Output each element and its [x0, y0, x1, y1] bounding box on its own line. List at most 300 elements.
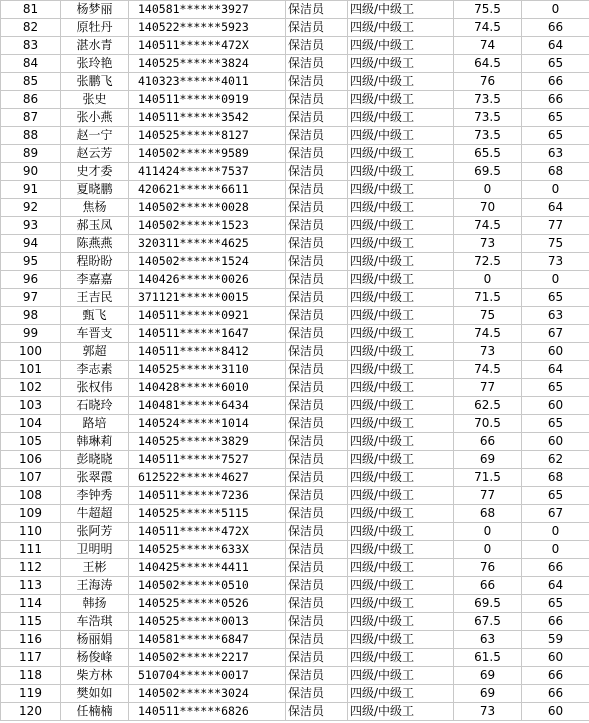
name-cell[interactable]: 赵一宁: [61, 127, 129, 145]
id-number-cell[interactable]: 510704******0017: [129, 667, 286, 685]
level-cell[interactable]: 四级/中级工: [348, 541, 454, 559]
level-cell[interactable]: 四级/中级工: [348, 73, 454, 91]
job-cell[interactable]: 保洁员: [286, 559, 348, 577]
score2-cell[interactable]: 0: [522, 523, 589, 541]
score2-cell[interactable]: 65: [522, 379, 589, 397]
score1-cell[interactable]: 65.5: [454, 145, 522, 163]
score1-cell[interactable]: 72.5: [454, 253, 522, 271]
job-cell[interactable]: 保洁员: [286, 505, 348, 523]
score1-cell[interactable]: 71.5: [454, 289, 522, 307]
score1-cell[interactable]: 73.5: [454, 109, 522, 127]
job-cell[interactable]: 保洁员: [286, 127, 348, 145]
row-number-cell[interactable]: 94: [1, 235, 61, 253]
score1-cell[interactable]: 74: [454, 37, 522, 55]
id-number-cell[interactable]: 140525******0526: [129, 595, 286, 613]
job-cell[interactable]: 保洁员: [286, 181, 348, 199]
name-cell[interactable]: 韩扬: [61, 595, 129, 613]
row-number-cell[interactable]: 109: [1, 505, 61, 523]
level-cell[interactable]: 四级/中级工: [348, 343, 454, 361]
table-row: [1, 163, 589, 181]
score1-cell[interactable]: 69.5: [454, 595, 522, 613]
score1-cell[interactable]: 69.5: [454, 163, 522, 181]
job-cell[interactable]: 保洁员: [286, 451, 348, 469]
row-number-cell[interactable]: 108: [1, 487, 61, 505]
job-cell[interactable]: 保洁员: [286, 397, 348, 415]
table-row: [1, 19, 589, 37]
level-cell[interactable]: 四级/中级工: [348, 217, 454, 235]
row-number-cell[interactable]: 82: [1, 19, 61, 37]
score2-cell[interactable]: 64: [522, 577, 589, 595]
job-cell[interactable]: 保洁员: [286, 379, 348, 397]
score2-cell[interactable]: 60: [522, 397, 589, 415]
name-cell[interactable]: 石晓玲: [61, 397, 129, 415]
score2-cell[interactable]: 67: [522, 325, 589, 343]
id-number-cell[interactable]: 140511******7236: [129, 487, 286, 505]
row-number-cell[interactable]: 102: [1, 379, 61, 397]
level-cell[interactable]: 四级/中级工: [348, 289, 454, 307]
name-cell[interactable]: 杨俊峰: [61, 649, 129, 667]
level-cell[interactable]: 四级/中级工: [348, 433, 454, 451]
score2-cell[interactable]: 0: [522, 271, 589, 289]
name-cell[interactable]: 史才委: [61, 163, 129, 181]
level-cell[interactable]: 四级/中级工: [348, 181, 454, 199]
job-cell[interactable]: 保洁员: [286, 541, 348, 559]
row-number-cell[interactable]: 86: [1, 91, 61, 109]
table-row: [1, 559, 589, 577]
table-row: [1, 577, 589, 595]
level-cell[interactable]: 四级/中级工: [348, 523, 454, 541]
level-cell[interactable]: 四级/中级工: [348, 325, 454, 343]
id-number-cell[interactable]: 140525******3829: [129, 433, 286, 451]
table-row: [1, 649, 589, 667]
score1-cell[interactable]: 67.5: [454, 613, 522, 631]
score2-cell[interactable]: 75: [522, 235, 589, 253]
score2-cell[interactable]: 60: [522, 703, 589, 721]
id-number-cell[interactable]: 140502******3024: [129, 685, 286, 703]
score1-cell[interactable]: 64.5: [454, 55, 522, 73]
score1-cell[interactable]: 71.5: [454, 469, 522, 487]
score2-cell[interactable]: 63: [522, 145, 589, 163]
score1-cell[interactable]: 70.5: [454, 415, 522, 433]
id-number-cell[interactable]: 140511******472X: [129, 523, 286, 541]
score1-cell[interactable]: 75.5: [454, 1, 522, 19]
job-cell[interactable]: 保洁员: [286, 343, 348, 361]
row-number-cell[interactable]: 97: [1, 289, 61, 307]
score1-cell[interactable]: 74.5: [454, 361, 522, 379]
table-row: [1, 451, 589, 469]
level-cell[interactable]: 四级/中级工: [348, 667, 454, 685]
level-cell[interactable]: 四级/中级工: [348, 379, 454, 397]
row-number-cell[interactable]: 103: [1, 397, 61, 415]
table-row: [1, 289, 589, 307]
score2-cell[interactable]: 77: [522, 217, 589, 235]
score2-cell[interactable]: 65: [522, 55, 589, 73]
job-cell[interactable]: 保洁员: [286, 37, 348, 55]
level-cell[interactable]: 四级/中级工: [348, 577, 454, 595]
table-row: [1, 307, 589, 325]
job-cell[interactable]: 保洁员: [286, 91, 348, 109]
level-cell[interactable]: 四级/中级工: [348, 559, 454, 577]
level-cell[interactable]: 四级/中级工: [348, 631, 454, 649]
score1-cell[interactable]: 0: [454, 181, 522, 199]
score2-cell[interactable]: 66: [522, 613, 589, 631]
level-cell[interactable]: 四级/中级工: [348, 271, 454, 289]
job-cell[interactable]: 保洁员: [286, 703, 348, 721]
job-cell[interactable]: 保洁员: [286, 433, 348, 451]
job-cell[interactable]: 保洁员: [286, 325, 348, 343]
score1-cell[interactable]: 74.5: [454, 217, 522, 235]
score1-cell[interactable]: 61.5: [454, 649, 522, 667]
level-cell[interactable]: 四级/中级工: [348, 703, 454, 721]
table-row: [1, 505, 589, 523]
row-number-cell[interactable]: 118: [1, 667, 61, 685]
score2-cell[interactable]: 0: [522, 1, 589, 19]
id-number-cell[interactable]: 140502******0028: [129, 199, 286, 217]
score2-cell[interactable]: 73: [522, 253, 589, 271]
score1-cell[interactable]: 77: [454, 487, 522, 505]
name-cell[interactable]: 彭晓晓: [61, 451, 129, 469]
name-cell[interactable]: 任楠楠: [61, 703, 129, 721]
id-number-cell[interactable]: 140425******4411: [129, 559, 286, 577]
level-cell[interactable]: 四级/中级工: [348, 253, 454, 271]
row-number-cell[interactable]: 105: [1, 433, 61, 451]
name-cell[interactable]: 韩琳莉: [61, 433, 129, 451]
table-row: [1, 145, 589, 163]
id-number-cell[interactable]: 140522******5923: [129, 19, 286, 37]
id-number-cell[interactable]: 140511******1647: [129, 325, 286, 343]
score1-cell[interactable]: 62.5: [454, 397, 522, 415]
table-row: [1, 109, 589, 127]
table-row: [1, 631, 589, 649]
score2-cell[interactable]: 60: [522, 649, 589, 667]
id-number-cell[interactable]: 140511******0919: [129, 91, 286, 109]
score1-cell[interactable]: 76: [454, 73, 522, 91]
name-cell[interactable]: 王彬: [61, 559, 129, 577]
job-cell[interactable]: 保洁员: [286, 145, 348, 163]
row-number-cell[interactable]: 101: [1, 361, 61, 379]
level-cell[interactable]: 四级/中级工: [348, 1, 454, 19]
job-cell[interactable]: 保洁员: [286, 523, 348, 541]
name-cell[interactable]: 张玲艳: [61, 55, 129, 73]
row-number-cell[interactable]: 114: [1, 595, 61, 613]
score2-cell[interactable]: 64: [522, 37, 589, 55]
score2-cell[interactable]: 62: [522, 451, 589, 469]
job-cell[interactable]: 保洁员: [286, 217, 348, 235]
score2-cell[interactable]: 63: [522, 307, 589, 325]
job-cell[interactable]: 保洁员: [286, 163, 348, 181]
score1-cell[interactable]: 75: [454, 307, 522, 325]
id-number-cell[interactable]: 140581******3927: [129, 1, 286, 19]
job-cell[interactable]: 保洁员: [286, 253, 348, 271]
score1-cell[interactable]: 76: [454, 559, 522, 577]
id-number-cell[interactable]: 140525******3110: [129, 361, 286, 379]
job-cell[interactable]: 保洁员: [286, 109, 348, 127]
score2-cell[interactable]: 66: [522, 559, 589, 577]
score1-cell[interactable]: 73.5: [454, 127, 522, 145]
table-row: [1, 469, 589, 487]
score1-cell[interactable]: 69: [454, 667, 522, 685]
row-number-cell[interactable]: 119: [1, 685, 61, 703]
id-number-cell[interactable]: 140502******1523: [129, 217, 286, 235]
name-cell[interactable]: 张阿芳: [61, 523, 129, 541]
row-number-cell[interactable]: 112: [1, 559, 61, 577]
level-cell[interactable]: 四级/中级工: [348, 469, 454, 487]
id-number-cell[interactable]: 140525******8127: [129, 127, 286, 145]
name-cell[interactable]: 陈燕燕: [61, 235, 129, 253]
score2-cell[interactable]: 65: [522, 289, 589, 307]
name-cell[interactable]: 张小燕: [61, 109, 129, 127]
name-cell[interactable]: 樊如如: [61, 685, 129, 703]
job-cell[interactable]: 保洁员: [286, 289, 348, 307]
job-cell[interactable]: 保洁员: [286, 487, 348, 505]
id-number-cell[interactable]: 140502******0510: [129, 577, 286, 595]
score2-cell[interactable]: 66: [522, 19, 589, 37]
table-row: [1, 487, 589, 505]
id-number-cell[interactable]: 140511******8412: [129, 343, 286, 361]
score1-cell[interactable]: 63: [454, 631, 522, 649]
id-number-cell[interactable]: 140525******5115: [129, 505, 286, 523]
row-number-cell[interactable]: 87: [1, 109, 61, 127]
row-number-cell[interactable]: 116: [1, 631, 61, 649]
score2-cell[interactable]: 68: [522, 469, 589, 487]
name-cell[interactable]: 张鹏飞: [61, 73, 129, 91]
level-cell[interactable]: 四级/中级工: [348, 235, 454, 253]
score1-cell[interactable]: 0: [454, 523, 522, 541]
level-cell[interactable]: 四级/中级工: [348, 55, 454, 73]
job-cell[interactable]: 保洁员: [286, 307, 348, 325]
level-cell[interactable]: 四级/中级工: [348, 685, 454, 703]
job-cell[interactable]: 保洁员: [286, 613, 348, 631]
score2-cell[interactable]: 66: [522, 667, 589, 685]
row-number-cell[interactable]: 88: [1, 127, 61, 145]
score1-cell[interactable]: 73: [454, 703, 522, 721]
level-cell[interactable]: 四级/中级工: [348, 127, 454, 145]
row-number-cell[interactable]: 93: [1, 217, 61, 235]
name-cell[interactable]: 杨梦丽: [61, 1, 129, 19]
job-cell[interactable]: 保洁员: [286, 73, 348, 91]
level-cell[interactable]: 四级/中级工: [348, 595, 454, 613]
score2-cell[interactable]: 68: [522, 163, 589, 181]
level-cell[interactable]: 四级/中级工: [348, 199, 454, 217]
score2-cell[interactable]: 64: [522, 199, 589, 217]
job-cell[interactable]: 保洁员: [286, 631, 348, 649]
name-cell[interactable]: 李嘉嘉: [61, 271, 129, 289]
name-cell[interactable]: 柴方林: [61, 667, 129, 685]
row-number-cell[interactable]: 117: [1, 649, 61, 667]
job-cell[interactable]: 保洁员: [286, 577, 348, 595]
job-cell[interactable]: 保洁员: [286, 55, 348, 73]
id-number-cell[interactable]: 320311******4625: [129, 235, 286, 253]
row-number-cell[interactable]: 83: [1, 37, 61, 55]
level-cell[interactable]: 四级/中级工: [348, 37, 454, 55]
row-number-cell[interactable]: 91: [1, 181, 61, 199]
job-cell[interactable]: 保洁员: [286, 1, 348, 19]
name-cell[interactable]: 张权伟: [61, 379, 129, 397]
id-number-cell[interactable]: 140426******0026: [129, 271, 286, 289]
name-cell[interactable]: 张翠霞: [61, 469, 129, 487]
name-cell[interactable]: 车晋支: [61, 325, 129, 343]
id-number-cell[interactable]: 140502******1524: [129, 253, 286, 271]
level-cell[interactable]: 四级/中级工: [348, 397, 454, 415]
row-number-cell[interactable]: 100: [1, 343, 61, 361]
level-cell[interactable]: 四级/中级工: [348, 505, 454, 523]
row-number-cell[interactable]: 98: [1, 307, 61, 325]
score1-cell[interactable]: 73.5: [454, 91, 522, 109]
name-cell[interactable]: 郭超: [61, 343, 129, 361]
name-cell[interactable]: 李志素: [61, 361, 129, 379]
row-number-cell[interactable]: 120: [1, 703, 61, 721]
job-cell[interactable]: 保洁员: [286, 19, 348, 37]
score2-cell[interactable]: 65: [522, 415, 589, 433]
name-cell[interactable]: 王吉民: [61, 289, 129, 307]
job-cell[interactable]: 保洁员: [286, 199, 348, 217]
score2-cell[interactable]: 65: [522, 109, 589, 127]
table-row: [1, 433, 589, 451]
score2-cell[interactable]: 65: [522, 487, 589, 505]
name-cell[interactable]: 程盼盼: [61, 253, 129, 271]
score2-cell[interactable]: 60: [522, 343, 589, 361]
job-cell[interactable]: 保洁员: [286, 649, 348, 667]
name-cell[interactable]: 卫明明: [61, 541, 129, 559]
row-number-cell[interactable]: 107: [1, 469, 61, 487]
score1-cell[interactable]: 69: [454, 685, 522, 703]
score2-cell[interactable]: 65: [522, 595, 589, 613]
id-number-cell[interactable]: 140511******6826: [129, 703, 286, 721]
id-number-cell[interactable]: 371121******0015: [129, 289, 286, 307]
id-number-cell[interactable]: 140511******3542: [129, 109, 286, 127]
score1-cell[interactable]: 0: [454, 541, 522, 559]
job-cell[interactable]: 保洁员: [286, 361, 348, 379]
level-cell[interactable]: 四级/中级工: [348, 163, 454, 181]
job-cell[interactable]: 保洁员: [286, 271, 348, 289]
level-cell[interactable]: 四级/中级工: [348, 91, 454, 109]
id-number-cell[interactable]: 140481******6434: [129, 397, 286, 415]
score1-cell[interactable]: 66: [454, 577, 522, 595]
score2-cell[interactable]: 66: [522, 685, 589, 703]
score1-cell[interactable]: 70: [454, 199, 522, 217]
id-number-cell[interactable]: 140502******2217: [129, 649, 286, 667]
name-cell[interactable]: 甄飞: [61, 307, 129, 325]
level-cell[interactable]: 四级/中级工: [348, 307, 454, 325]
score2-cell[interactable]: 66: [522, 91, 589, 109]
id-number-cell[interactable]: 420621******6611: [129, 181, 286, 199]
score2-cell[interactable]: 59: [522, 631, 589, 649]
row-number-cell[interactable]: 111: [1, 541, 61, 559]
name-cell[interactable]: 赵云芳: [61, 145, 129, 163]
table-row: [1, 37, 589, 55]
job-cell[interactable]: 保洁员: [286, 595, 348, 613]
score2-cell[interactable]: 64: [522, 361, 589, 379]
name-cell[interactable]: 湛水青: [61, 37, 129, 55]
score2-cell[interactable]: 60: [522, 433, 589, 451]
row-number-cell[interactable]: 92: [1, 199, 61, 217]
name-cell[interactable]: 郝玉凤: [61, 217, 129, 235]
score1-cell[interactable]: 77: [454, 379, 522, 397]
job-cell[interactable]: 保洁员: [286, 667, 348, 685]
name-cell[interactable]: 李钟秀: [61, 487, 129, 505]
row-number-cell[interactable]: 106: [1, 451, 61, 469]
job-cell[interactable]: 保洁员: [286, 469, 348, 487]
table-row: [1, 523, 589, 541]
name-cell[interactable]: 牛超超: [61, 505, 129, 523]
id-number-cell[interactable]: 410323******4011: [129, 73, 286, 91]
level-cell[interactable]: 四级/中级工: [348, 487, 454, 505]
name-cell[interactable]: 原牡丹: [61, 19, 129, 37]
name-cell[interactable]: 杨丽娟: [61, 631, 129, 649]
row-number-cell[interactable]: 115: [1, 613, 61, 631]
score1-cell[interactable]: 0: [454, 271, 522, 289]
score1-cell[interactable]: 69: [454, 451, 522, 469]
id-number-cell[interactable]: 140511******472X: [129, 37, 286, 55]
row-number-cell[interactable]: 81: [1, 1, 61, 19]
id-number-cell[interactable]: 140525******3824: [129, 55, 286, 73]
name-cell[interactable]: 焦杨: [61, 199, 129, 217]
job-cell[interactable]: 保洁员: [286, 685, 348, 703]
level-cell[interactable]: 四级/中级工: [348, 361, 454, 379]
table-row: [1, 181, 589, 199]
name-cell[interactable]: 路培: [61, 415, 129, 433]
score2-cell[interactable]: 65: [522, 127, 589, 145]
row-number-cell[interactable]: 110: [1, 523, 61, 541]
name-cell[interactable]: 夏晓鹏: [61, 181, 129, 199]
job-cell[interactable]: 保洁员: [286, 415, 348, 433]
level-cell[interactable]: 四级/中级工: [348, 415, 454, 433]
row-number-cell[interactable]: 96: [1, 271, 61, 289]
name-cell[interactable]: 张史: [61, 91, 129, 109]
id-number-cell[interactable]: 140524******1014: [129, 415, 286, 433]
level-cell[interactable]: 四级/中级工: [348, 649, 454, 667]
level-cell[interactable]: 四级/中级工: [348, 109, 454, 127]
score1-cell[interactable]: 74.5: [454, 19, 522, 37]
id-number-cell[interactable]: 140428******6010: [129, 379, 286, 397]
job-cell[interactable]: 保洁员: [286, 235, 348, 253]
row-number-cell[interactable]: 89: [1, 145, 61, 163]
id-number-cell[interactable]: 140581******6847: [129, 631, 286, 649]
id-number-cell[interactable]: 140525******633X: [129, 541, 286, 559]
score1-cell[interactable]: 73: [454, 235, 522, 253]
name-cell[interactable]: 王海涛: [61, 577, 129, 595]
row-number-cell[interactable]: 113: [1, 577, 61, 595]
level-cell[interactable]: 四级/中级工: [348, 613, 454, 631]
row-number-cell[interactable]: 90: [1, 163, 61, 181]
score1-cell[interactable]: 74.5: [454, 325, 522, 343]
score1-cell[interactable]: 66: [454, 433, 522, 451]
table-row: [1, 55, 589, 73]
level-cell[interactable]: 四级/中级工: [348, 19, 454, 37]
id-number-cell[interactable]: 140511******7527: [129, 451, 286, 469]
level-cell[interactable]: 四级/中级工: [348, 451, 454, 469]
id-number-cell[interactable]: 140502******9589: [129, 145, 286, 163]
id-number-cell[interactable]: 612522******4627: [129, 469, 286, 487]
id-number-cell[interactable]: 140525******0013: [129, 613, 286, 631]
row-number-cell[interactable]: 95: [1, 253, 61, 271]
row-number-cell[interactable]: 85: [1, 73, 61, 91]
score2-cell[interactable]: 66: [522, 73, 589, 91]
score2-cell[interactable]: 67: [522, 505, 589, 523]
row-number-cell[interactable]: 84: [1, 55, 61, 73]
level-cell[interactable]: 四级/中级工: [348, 145, 454, 163]
score2-cell[interactable]: 0: [522, 181, 589, 199]
table-row: [1, 217, 589, 235]
id-number-cell[interactable]: 411424******7537: [129, 163, 286, 181]
score2-cell[interactable]: 0: [522, 541, 589, 559]
score1-cell[interactable]: 73: [454, 343, 522, 361]
name-cell[interactable]: 车浩琪: [61, 613, 129, 631]
row-number-cell[interactable]: 104: [1, 415, 61, 433]
row-number-cell[interactable]: 99: [1, 325, 61, 343]
id-number-cell[interactable]: 140511******0921: [129, 307, 286, 325]
score1-cell[interactable]: 68: [454, 505, 522, 523]
